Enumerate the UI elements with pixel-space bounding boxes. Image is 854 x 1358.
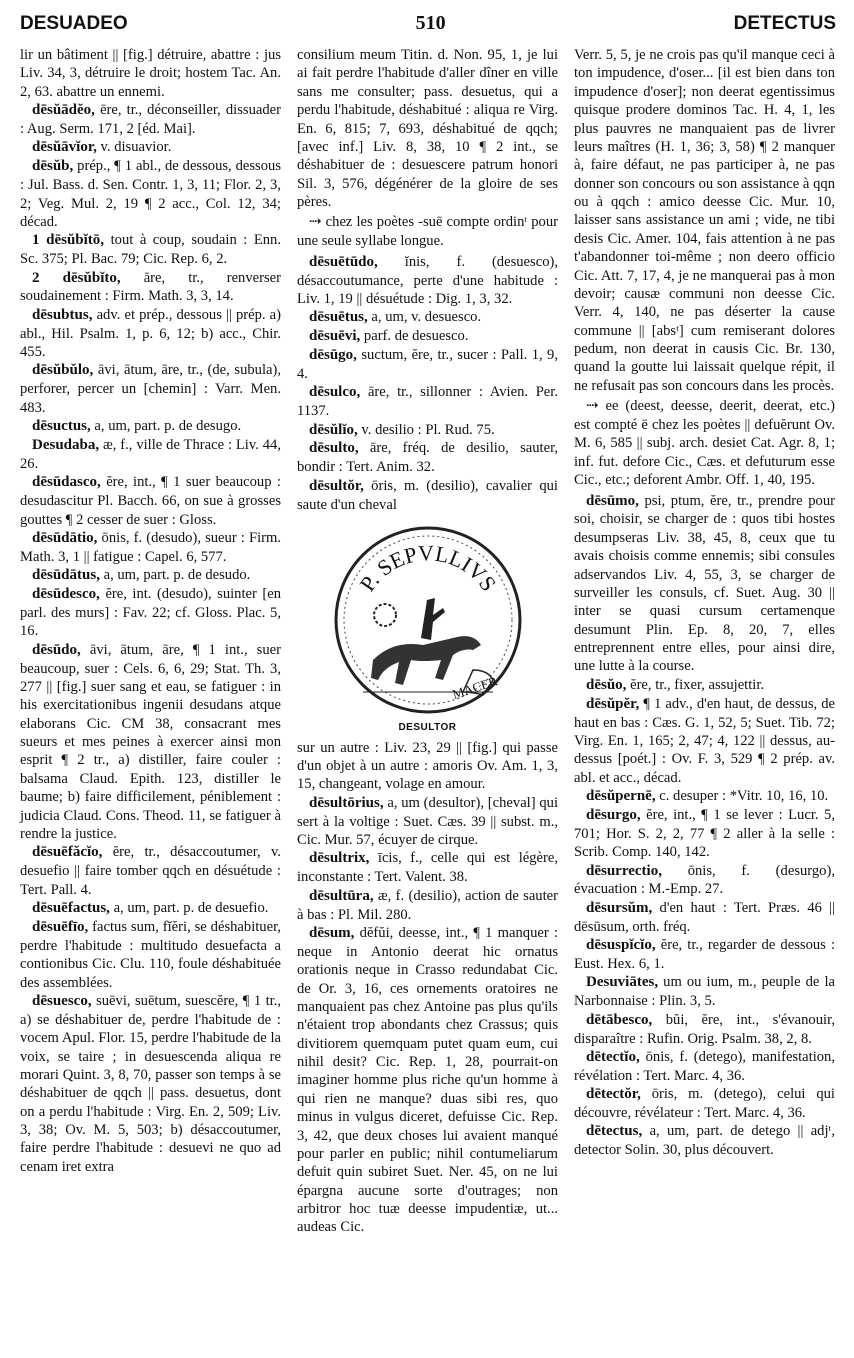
headword: dēsulto, bbox=[309, 440, 359, 457]
definition: a, um, part. p. de desuefio. bbox=[113, 899, 269, 916]
headword: Desudaba, bbox=[32, 437, 100, 453]
definition: ĕre, int., ¶ 1 se lever : Lucr. 5, 701; Hor. S. 2, 2, 77 ¶ 2 aller à la selle : Scrib. Comp. 140, 142. bbox=[574, 806, 835, 861]
note-marker-icon: ⇢ bbox=[586, 398, 599, 415]
dictionary-entry bbox=[20, 992, 281, 1176]
definition: suēvi, suētum, suescĕre, ¶ 1 tr., a) se déshabituer de, perdre l'habitude de : vocem Apul. Flor. 15, perdre l'habitude de la voix, se taire ; in desuescenda aliqua re morari Quint. 3, 8, 70, passer son temps à se déshabituer de qqch || pass. desuetus, dont on a perdu l'habitude : Virg. En. 2, 509; Liv. 3, 38; Ov. M. 5, 503; b) désaccoutumer, faire perdre l'habitude : desuevi ne quo ad cenam iret extra bbox=[20, 992, 282, 1175]
rider-icon bbox=[421, 598, 445, 640]
definition: bŭi, ĕre, int., s'évanouir, disparaître : Rufin. Orig. Psalm. 38, 2, 8. bbox=[574, 1011, 835, 1047]
headword: dēsŭpĕr, bbox=[586, 695, 640, 712]
definition: ĕre, tr., fixer, assujettir. bbox=[630, 676, 765, 693]
usage-note bbox=[297, 213, 558, 250]
dictionary-entry bbox=[297, 887, 558, 924]
dictionary-entry bbox=[20, 101, 281, 138]
dictionary-entry bbox=[574, 862, 835, 899]
page-number: 510 bbox=[415, 12, 446, 34]
headword: dēsuētūdo, bbox=[309, 253, 378, 270]
headword: dēsultŏr, bbox=[309, 477, 364, 494]
figure-caption: DESULTOR bbox=[398, 722, 457, 734]
dictionary-entry bbox=[20, 918, 281, 992]
coin-legend-bottom: MACER bbox=[450, 673, 499, 702]
dictionary-entry bbox=[20, 269, 281, 306]
definition: āre, tr., renverser soudainement : Firm. Math. 3, 3, 14. bbox=[20, 269, 282, 305]
definition: lir un bâtiment || [fig.] détruire, abattre : jus Liv. 34, 3, détruire le droit; hostem Tac. An. 2, 63. abattre un ennemi. bbox=[20, 47, 281, 100]
dictionary-entry bbox=[574, 899, 835, 936]
usage-note bbox=[574, 397, 835, 489]
header-right-guideword: DETECTUS bbox=[733, 13, 836, 34]
definition: ĭnis, f. (desuesco), désaccoutumance, perte d'une habitude : Liv. 1, 19 || désuétude : Dig. 1, 3, 32. bbox=[297, 253, 558, 307]
definition: v. desilio : Pl. Rud. 75. bbox=[361, 421, 495, 438]
definition: āvi, ātum, āre, tr., (de, subula), perforer, percer un [chemin] : Varr. Men. 483. bbox=[20, 362, 281, 416]
definition: ōnis, f. (desurgo), évacuation : M.-Emp. 27. bbox=[574, 862, 835, 898]
definition: āre, fréq. de desilio, sauter, bondir : Tert. Anim. 32. bbox=[297, 440, 558, 476]
definition: a, um (desultor), [cheval] qui sert à la voltige : Suet. Cæs. 39 || subst. m., Cic. Mur. 57, écuyer de cirque. bbox=[297, 794, 559, 848]
definition: prép., ¶ 1 abl., de dessous, dessous : Jul. Bass. d. Sen. Contr. 1, 3, 11; Flor. 2, 3, 2; Veg. Mul. 2, 19 ¶ 2 acc., Col. 12, 34; décad. bbox=[20, 158, 281, 230]
definition: chez les poètes -suē compte ordinᵗ pour une seule syllabe longue. bbox=[297, 214, 559, 250]
dictionary-entry bbox=[20, 843, 281, 899]
dictionary-entry bbox=[297, 439, 558, 476]
dictionary-entry bbox=[297, 383, 558, 420]
definition: ĕre, int., ¶ 1 suer beaucoup : desudascitur Pl. Bacch. 66, on sue à grosses gouttes ¶ 2 cesser de suer : Gloss. bbox=[20, 474, 281, 528]
dictionary-entry bbox=[574, 973, 835, 1010]
definition: a, um, part. p. de desugo. bbox=[94, 418, 242, 435]
definition: æ, f., ville de Thrace : Liv. 44, 26. bbox=[20, 437, 281, 472]
definition: psi, ptum, ĕre, tr., prendre pour soi, choisir, se charger de : quos tibi hostes desumpseras Liv. 38, 45, 8, ceux que tu avais choisis comme ennemis; sibi consules adservandos Liv. 4, 55, 3, se charger de surveiller les consuls, cf. Suet. Aug. 30 || inter se quasi cursum certamenque desumunt Plin. Ep. 8, 20, 7, elles entreprennent entre elles, pour ainsi dire, une lutte à la course. bbox=[574, 492, 835, 675]
definition: a, um, v. desuesco. bbox=[371, 309, 482, 326]
headword: dētābesco, bbox=[586, 1011, 653, 1028]
definition: suctum, ĕre, tr., sucer : Pall. 1, 9, 4. bbox=[297, 347, 558, 382]
dictionary-entry bbox=[574, 936, 835, 973]
definition: a, um, part. p. de desudo. bbox=[103, 567, 251, 584]
definition: consilium meum Titin. d. Non. 95, 1, je lui ai fait perdre l'habitude d'aller dîner en ville sans me consulter; pass. desuetus, qui a perdu l'habitude, déshabitué : aliqua re Virg. En. 6, 815; 7, 693, déshabitué de qqch; [avec inf.] Liv. 8, 38, 10 ¶ 2 int., se déshabituer de : desuescere patrum honori Sil. 3, 576, dégénérer de la gloire de ses pères. bbox=[297, 47, 558, 210]
dictionary-entry bbox=[20, 417, 281, 436]
definition: v. disuavior. bbox=[100, 139, 172, 156]
dictionary-entry bbox=[297, 327, 558, 346]
headword: 2 dēsŭbĭto, bbox=[32, 269, 121, 286]
headword: dēsŭpernē, bbox=[586, 788, 656, 805]
headword: dēsŭlĭo, bbox=[309, 421, 358, 438]
definition: um ou ium, m., peuple de la Narbonnaise : Plin. 3, 5. bbox=[574, 974, 835, 1010]
headword: 1 dēsŭbĭtō, bbox=[32, 232, 105, 249]
dictionary-entry bbox=[20, 899, 281, 918]
note-marker-icon: ⇢ bbox=[309, 214, 322, 231]
headword: dēsūmo, bbox=[586, 492, 639, 509]
dictionary-entry bbox=[574, 1048, 835, 1085]
headword: dēsuēfăcĭo, bbox=[32, 844, 103, 861]
definition: parf. de desuesco. bbox=[363, 328, 469, 345]
dictionary-entry bbox=[20, 566, 281, 585]
dictionary-entry bbox=[574, 492, 835, 676]
headword: dēsŭb, bbox=[32, 158, 74, 175]
dictionary-entry bbox=[297, 924, 558, 1237]
dictionary-entry bbox=[297, 308, 558, 327]
headword: dētectŏr, bbox=[586, 1086, 641, 1103]
definition: īcis, f., celle qui est légère, inconstante : Tert. Valent. 38. bbox=[297, 850, 558, 886]
definition: tout à coup, soudain : Enn. Sc. 375; Pl. Bac. 79; Cic. Rep. 6, 2. bbox=[20, 232, 281, 268]
definition: ōnis, f. (desudo), sueur : Firm. Math. 3, 1 || fatigue : Capel. 6, 577. bbox=[20, 529, 281, 565]
headword: dēsŭbŭlo, bbox=[32, 362, 94, 379]
dictionary-entry bbox=[20, 46, 281, 101]
dictionary-entry bbox=[574, 1085, 835, 1122]
column-1 bbox=[20, 46, 281, 1237]
column-3 bbox=[574, 46, 835, 1237]
dictionary-entry bbox=[297, 849, 558, 886]
headword: dēsulco, bbox=[309, 384, 361, 401]
headword: dētectus, bbox=[586, 1123, 643, 1140]
definition: ĕre, int. (desudo), suinter [en parl. des murs] : Fav. 22; cf. Gloss. Plac. 5, 16. bbox=[20, 586, 281, 640]
dictionary-entry bbox=[574, 806, 835, 862]
dictionary-entry bbox=[20, 306, 281, 362]
definition: sur un autre : Liv. 23, 29 || [fig.] qui passe d'un objet à un autre : amoris Ov. Am. 1, 3, 15, changeant, volage en amour. bbox=[297, 739, 558, 793]
dictionary-entry bbox=[574, 46, 835, 395]
definition: ēre, tr., déconseiller, dissuader : Aug. Serm. 171, 2 [éd. Mai]. bbox=[20, 102, 281, 138]
definition: āre, tr., sillonner : Avien. Per. 1137. bbox=[297, 384, 558, 420]
dictionary-entry bbox=[297, 46, 558, 211]
dictionary-entry bbox=[297, 253, 558, 309]
headword: dēsŭāvĭor, bbox=[32, 139, 97, 156]
definition: ¶ 1 adv., d'en haut, de dessus, de haut en bas : Cæs. G. 1, 52, 5; Suet. Tib. 72; Virg. En. 1, 165; 2, 47; 4, 122 || dessus, au-dessus [poét.] : Ov. F. 3, 529 ¶ 2 prép. av. abl. et acc., décad. bbox=[574, 695, 835, 786]
definition: āvi, ātum, āre, ¶ 1 int., suer beaucoup, suer : Cels. 6, 6, 29; Stat. Th. 3, 277 || [fig.] suer sang et eau, se fatiguer : in his exercitationibus ingenii desudans atque elaborans Cic. CM 38, consacrant mes sueurs et mes peines à exercer ainsi mon esprit ¶ 2 tr., a) distiller, faire couler : balsama Claud. Epith. 123, distiller le baume; b) faire difficilement, péniblement : judicia Claud. Cons. Theod. 11, se fatiguer à rendre la justice. bbox=[20, 641, 281, 842]
headword: dēsuētus, bbox=[309, 309, 368, 326]
headword: dēsūdo, bbox=[32, 641, 81, 658]
definition: ōris, m. (detego), celui qui découvre, révélateur : Tert. Marc. 4, 36. bbox=[574, 1086, 835, 1122]
dictionary-entry bbox=[297, 477, 558, 514]
headword: dēsūdātio, bbox=[32, 529, 98, 546]
dictionary-entry bbox=[297, 739, 558, 794]
wreath-icon bbox=[374, 604, 396, 626]
headword: dēsuctus, bbox=[32, 418, 91, 435]
definition: ōris, m. (desilio), cavalier qui saute d'un cheval bbox=[297, 477, 558, 513]
dictionary-entry bbox=[574, 1011, 835, 1048]
columns bbox=[20, 46, 836, 1237]
column-2 bbox=[297, 46, 558, 1237]
headword: dēsubtus, bbox=[32, 306, 93, 323]
coin-illustration bbox=[323, 520, 533, 720]
headword: dētectĭo, bbox=[586, 1048, 640, 1065]
definition: Verr. 5, 5, je ne crois pas qu'il manque ceci à ton impudence, d'oser... [il est bien dans ton impudence d'oser]; non deerat egentissimus quisque prodere dominos Tac. H. 4, 1, les plus pauvres ne manquaient pas de livrer leurs maîtres (H. 1, 36; 3, 58) ¶ 2 manquer à, faire défaut, ne pas participer à, ne pas donner son concours ou son assistance à qqn ou à qqch : amico deesse Cic. Mur. 10, laisser sans assistance un ami ; vide, ne tibi desis Cic. Amer. 104, fais attention à ne pas t'abandonner toi-même ; non deero officio Cic. Att. 7, 17, 4, je ne manquerai pas à mon devoir; causæ communi non deesse Cic. Verr. 4, 140, ne pas déserter la cause commune || [absᵗ] cum remiserant dolores pedum, non deerat in causis Cic. Br. 130, quand la goutte lui laissait quelque répit, il ne refusait pas son concours dans les procès. bbox=[574, 47, 835, 394]
headword: dēsurgo, bbox=[586, 806, 641, 823]
coin-figure bbox=[297, 520, 558, 735]
headword: Desuviātes, bbox=[586, 974, 659, 991]
dictionary-entry bbox=[574, 1122, 835, 1159]
headword: dēsultūra, bbox=[309, 887, 374, 904]
definition: factus sum, fĭĕri, se déshabituer, perdre l'habitude : multitudo desuefacta a contionibus Cic. Clu. 110, foule déshabituée des assemblées. bbox=[20, 918, 282, 991]
definition: adv. et prép., dessous || prép. a) abl., Hil. Psalm. 1, p. 6, 12; b) acc., Chir. 455. bbox=[20, 306, 281, 361]
headword: dēsuēvi, bbox=[309, 328, 361, 345]
dictionary-entry bbox=[20, 641, 281, 844]
definition: ĕre, tr., regarder de dessous : Eust. Hex. 6, 1. bbox=[574, 937, 836, 973]
dictionary-entry bbox=[297, 794, 558, 850]
headword: dēsurrectio, bbox=[586, 862, 662, 879]
dictionary-entry bbox=[574, 676, 835, 695]
headword: dēsŭo, bbox=[586, 676, 627, 693]
dictionary-entry bbox=[20, 529, 281, 566]
definition: æ, f. (desilio), action de sauter à bas : Pl. Mil. 280. bbox=[297, 887, 558, 923]
headword: dēsultrix, bbox=[309, 850, 370, 867]
definition: dĕfŭi, deesse, int., ¶ 1 manquer : neque in Antonio deerat hic ornatus orationis neque in Crasso redundabat Cic. de Or. 3, 16, ces ornements oratoires ne manquaient pas chez Antoine pas plus qu'ils n'étaient trop abondants chez Crassus; quis divitiorem quemquam putet quam eum, cui nihil desit? Cic. Rep. 1, 28, pourrait-on imaginer homme plus riche qu'un homme à qui rien ne manque? duas sibi res, quo minus in vulgus diceret, defuisse Cic. Rep. 3, 42, que deux choses lui avaient manqué pour parler en public; nihil contumeliarum defuit quin subiret Suet. Ner. 45, on ne lui épargna aucune sorte d'outrages; non arbitror hoc tuæ deesse impudentiæ, ut... audeas Cic. bbox=[297, 924, 558, 1236]
dictionary-entry bbox=[574, 695, 835, 787]
dictionary-entry bbox=[20, 138, 281, 157]
headword: dēsuēfīo, bbox=[32, 918, 89, 935]
horse-icon bbox=[371, 636, 481, 685]
dictionary-entry bbox=[20, 157, 281, 231]
page-header bbox=[20, 12, 836, 46]
coin-legend-top: P. SEPVLLIVS bbox=[353, 540, 501, 596]
headword: dēsuspĭcĭo, bbox=[586, 937, 656, 954]
dictionary-entry bbox=[20, 585, 281, 641]
dictionary-entry bbox=[297, 346, 558, 383]
dictionary-entry bbox=[20, 361, 281, 417]
definition: ōnis, f. (detego), manifestation, révélation : Tert. Marc. 4, 36. bbox=[574, 1048, 835, 1084]
headword: dēsŭādĕo, bbox=[32, 102, 95, 119]
definition: ee (deest, deesse, deerit, deerat, etc.) est compté ē chez les poètes || defuĕrunt Ov. M. 6, 585 || subj. arch. desiet Cat. Agr. 8, 1; inf. fut. defore Cic., Cæs. et defuturum esse Cic., etc.; deforent Ambr. Off. 1, 40, 195. bbox=[574, 398, 836, 489]
definition: ĕre, tr., désaccoutumer, v. desuefio || faire tomber qqch en désuétude : Tert. Pall. 4. bbox=[20, 844, 281, 898]
headword: dēsūdasco, bbox=[32, 474, 101, 491]
headword: dēsuēfactus, bbox=[32, 899, 110, 916]
definition: c. desuper : *Vitr. 10, 16, 10. bbox=[659, 788, 829, 805]
headword: dēsūdātus, bbox=[32, 567, 100, 584]
headword: dēsūdesco, bbox=[32, 586, 100, 603]
dictionary-entry bbox=[20, 231, 281, 268]
headword: dēsūgo, bbox=[309, 347, 357, 364]
definition: d'en haut : Tert. Præs. 46 || dēsūsum, orth. fréq. bbox=[574, 899, 835, 935]
headword: dēsultōrius, bbox=[309, 794, 384, 811]
dictionary-entry bbox=[574, 787, 835, 806]
dictionary-entry bbox=[297, 421, 558, 440]
header-left-guideword: DESUADEO bbox=[20, 13, 128, 34]
dictionary-entry bbox=[20, 473, 281, 529]
definition: a, um, part. de detego || adjᵗ, detector Solin. 30, plus découvert. bbox=[574, 1123, 835, 1159]
headword: dēsursŭm, bbox=[586, 899, 653, 916]
dictionary-entry bbox=[20, 436, 281, 473]
headword: dēsum, bbox=[309, 924, 355, 941]
headword: dēsuesco, bbox=[32, 992, 92, 1009]
